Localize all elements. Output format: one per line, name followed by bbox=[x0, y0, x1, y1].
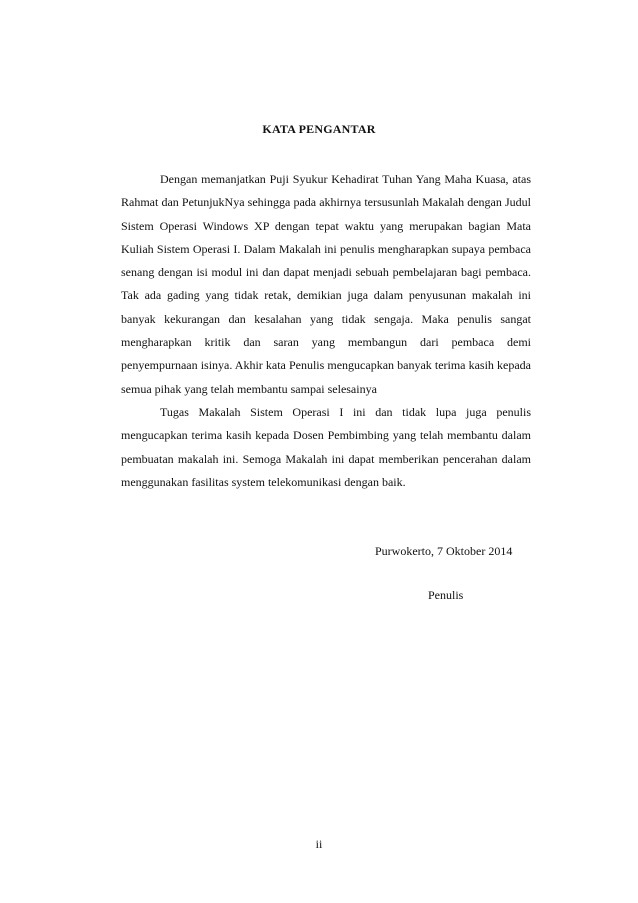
paragraph-2: Tugas Makalah Sistem Operasi I ini dan tidak lupa juga penulis mengucapkan terima kasih kepada Dosen Pembimbing yang telah membantu dalam pembuatan makalah ini. Semoga Makalah ini dapat memberikan pencerahan dalam menggunakan fasilitas system telekomunikasi dengan baik. bbox=[121, 404, 531, 489]
place-date: Purwokerto, 7 Oktober 2014 bbox=[375, 544, 513, 558]
paragraph-1: Dengan memanjatkan Puji Syukur Kehadirat Tuhan Yang Maha Kuasa, atas Rahmat dan PetunjukNya sehingga pada akhirnya tersusunlah Makalah dengan Judul Sistem Operasi Windows XP dengan tepat waktu yang merupakan bagian Mata Kuliah Sistem Operasi I. Dalam Makalah ini penulis mengharapkan supaya pembaca senang dengan isi modul ini dan dapat menjadi sebuah pembelajaran bagi pembaca. Tak ada gading yang tidak retak, demikian juga dalam penyusunan makalah ini banyak kekurangan dan kesalahan yang tidak sengaja. Maka penulis sangat mengharapkan kritik dan saran yang membangun dari pembaca demi penyempurnaan isinya. Akhir kata Penulis mengucapkan banyak terima kasih kepada semua pihak yang telah membantu sampai selesainya bbox=[121, 172, 531, 396]
page-number: ii bbox=[315, 837, 323, 851]
author-signature: Penulis bbox=[428, 588, 464, 602]
page-title: KATA PENGANTAR bbox=[262, 122, 376, 136]
